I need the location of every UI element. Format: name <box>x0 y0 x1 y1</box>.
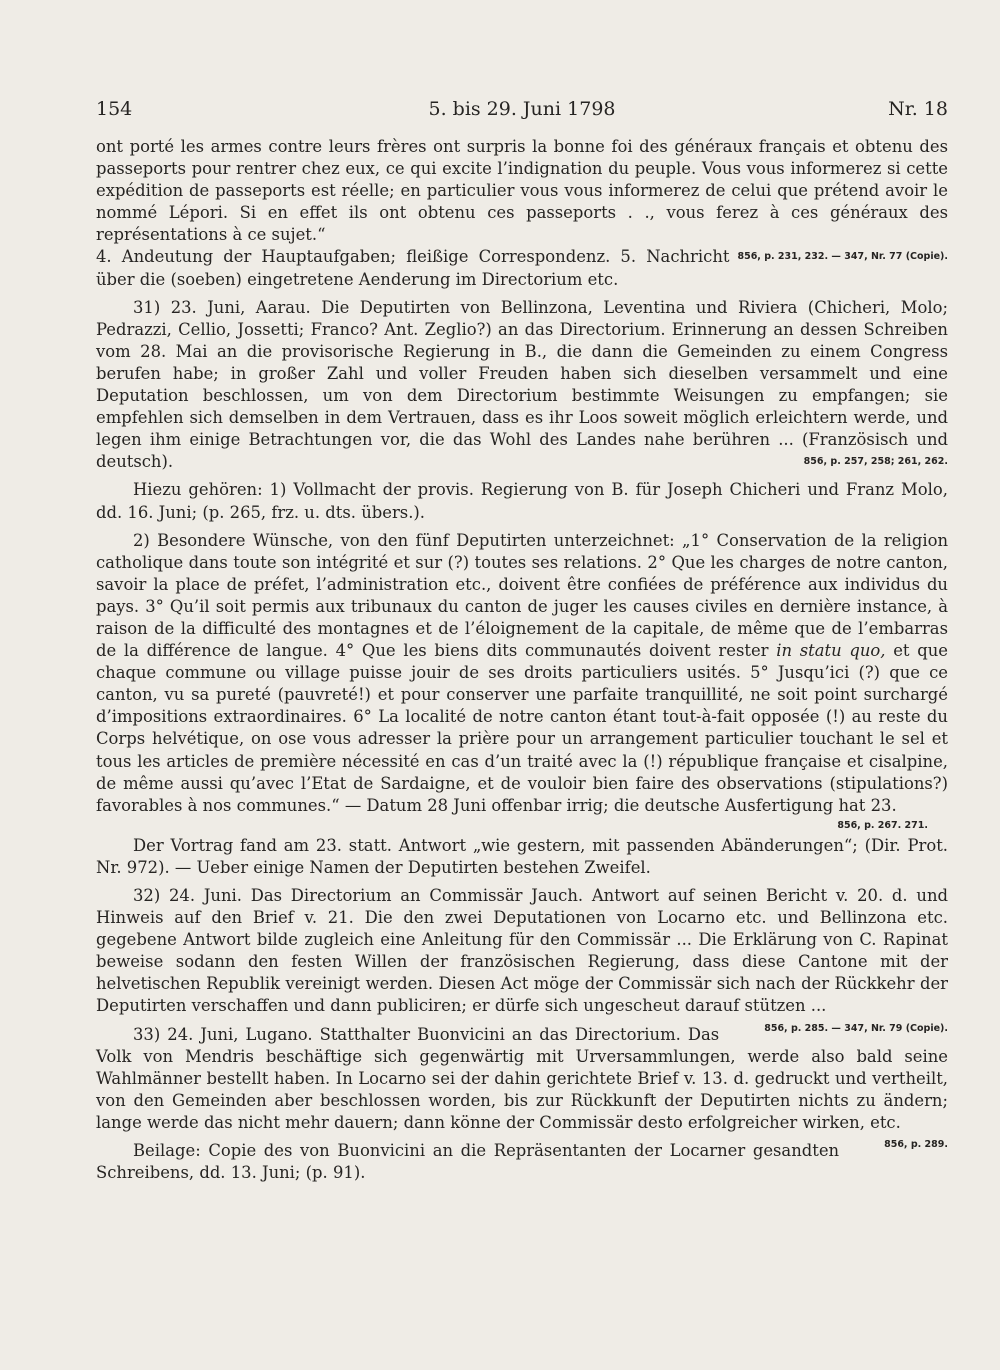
page-header <box>96 98 948 126</box>
archive-reference: 856, p. 289. <box>884 1139 948 1151</box>
paragraph-text: 31) 23. Juni, Aarau. Die Deputirten von Bellinzona, Leventina und Riviera (Chicheri, Molo; Pedrazzi, Cellio, Jossetti; Franco? Ant. Zeglio?) an das Directorium. Erinnerung an dessen Schreiben vom 28. Mai an die provisorische Regierung in B., die dann die Gemeinden zu einem Congress berufen habe; in großer Zahl und voller Freuden haben sich dieselben versammelt und eine Deputation beschlossen, um von dem Directorium bestimmte Weisungen zu empfangen; sie empfehlen sich demselben in dem Vertrauen, dass es ihr Loos soweit möglich erleichtern werde, und legen ihm einige Betrachtungen vor, die das Wohl des Landes nahe berühren ... (Französisch und deutsch). <box>96 297 948 472</box>
entry-31 <box>96 297 948 474</box>
paragraph-note: Der Vortrag fand am 23. statt. Antwort „wie gestern, mit passenden Abänderungen“; (Dir. Prot. Nr. 972). — Ueber einige Namen der Deputirten bestehen Zweifel. <box>96 835 948 877</box>
archive-reference: 856, p. 231, 232. — 347, Nr. 77 (Copie). <box>737 251 948 263</box>
page-number: 154 <box>96 98 133 120</box>
paragraph-continuation: ont porté les armes contre leurs frères ont surpris la bonne foi des généraux français et obtenu des passeports pour rentrer chez eux, ce qui excite l’indignation du peuple. Vous vous informerez si cette expédition de passeports est réelle; en particulier vous vous informerez de celui que prétend avoir le nommé Lépori. Si en effet ils ont obtenu ces passeports . ., vous ferez à ces généraux des représentations à ce sujet.“ <box>96 137 948 245</box>
italic-phrase: in statu quo, <box>776 641 886 661</box>
document-number: Nr. 18 <box>888 98 948 120</box>
paragraph-text: et que chaque commune ou village puisse jouir de ses droits particuliers usités. 5° Jusqu’ici (?) que ce canton, vu sa pureté (pauvreté!) et pour conserver une parfaite tranquillité, ne soit point surchargé d’impositions extraordinaires. 6° La localité de notre canton étant tout-à-fait opposée (!) au reste du Corps helvétique, on ose vous adresser la prière pour un arrangement particulier touchant le sel et tous les articles de première nécessité en cas d’un traité avec la (!) république française et cisalpine, de même aussi qu’avec l’Etat de Sardaigne, et de vouloir bien faire des observations (stipulations?) favorables à nos communes.“ — Datum 28 Juni offenbar irrig; die deutsche Ausfertigung hat 23. <box>96 641 948 815</box>
paragraph-summary <box>96 246 948 290</box>
running-title: 5. bis 29. Juni 1798 <box>428 98 616 120</box>
archive-reference: 856, p. 285. — 347, Nr. 79 (Copie). <box>764 1022 948 1034</box>
paragraph-attachment: Beilage: Copie des von Buonvicini an die Repräsentanten der Locarner gesandten Schreibens, dd. 13. Juni; (p. 91). <box>96 1141 840 1183</box>
paragraph-wishes <box>96 530 948 817</box>
paragraph-text: 32) 24. Juni. Das Directorium an Commissär Jauch. Antwort auf seinen Bericht v. 20. d. und Hinweis auf den Brief v. 21. Die den zwei Deputationen von Locarno etc. und Bellinzona etc. gegebene Antwort bilde zugleich eine Anleitung für den Commissär ... Die Erklärung von C. Rapinat beweise sodann den festen Willen der französischen Regierung, dass diese Cantone mit der helvetischen Republik vereinigt werden. Diesen Act möge der Commissär sich nach der Rückkehr der Deputirten verschaffen und dann publiciren; er dürfe sich ungescheut darauf stützen ... <box>96 886 948 1016</box>
archive-reference: 856, p. 257, 258; 261, 262. <box>803 456 948 468</box>
paragraph-enclosures: Hiezu gehören: 1) Vollmacht der provis. Regierung von B. für Joseph Chicheri und Franz Molo, dd. 16. Juni; (p. 265, frz. u. dts. übers.). <box>96 480 948 522</box>
paragraph-text: 33) 24. Juni, Lugano. Statthalter Buonvicini an das Directorium. Das Volk von Mendris beschäftige sich gegenwärtig mit Urversammlungen, werde also bald seine Wahlmänner bestellt haben. In Locarno sei der dahin gerichtete Brief v. 13. d. gedruckt und vertheilt, von den Gemeinden aber beschlossen worden, bis zur Rückkunft der Deputirten nichts zu ändern; lange werde das nicht mehr dauern; dann könne der Commissär desto erfolgreicher wirken, etc. <box>96 1024 948 1132</box>
page-body <box>96 136 948 1184</box>
entry-33 <box>96 1024 948 1151</box>
entry-32 <box>96 885 948 1034</box>
archive-reference: 856, p. 267. 271. <box>837 819 928 831</box>
paragraph-text: 2) Besondere Wünsche, von den fünf Deputirten unterzeichnet: „1° Conservation de la religion catholique dans toute son intégrité et sur (?) toutes ses relations. 2° Que les charges de notre canton, savoir la place de préfet, l’administration etc., doivent être confiées de préférence aux individus du pays. 3° Qu’il soit permis aux tribunaux du canton de juger les causes civiles en dernière instance, à raison de la difficulté des montagnes et de l’éloignement de la capitale, de même que de l’embarras de la différence de langue. 4° Que les biens dits communautés doivent rester <box>96 530 948 661</box>
paragraph-text: 4. Andeutung der Hauptaufgaben; fleißige Correspondenz. 5. Nachricht über die (soeben) eingetretene Aenderung im Directorium etc. <box>96 247 730 289</box>
